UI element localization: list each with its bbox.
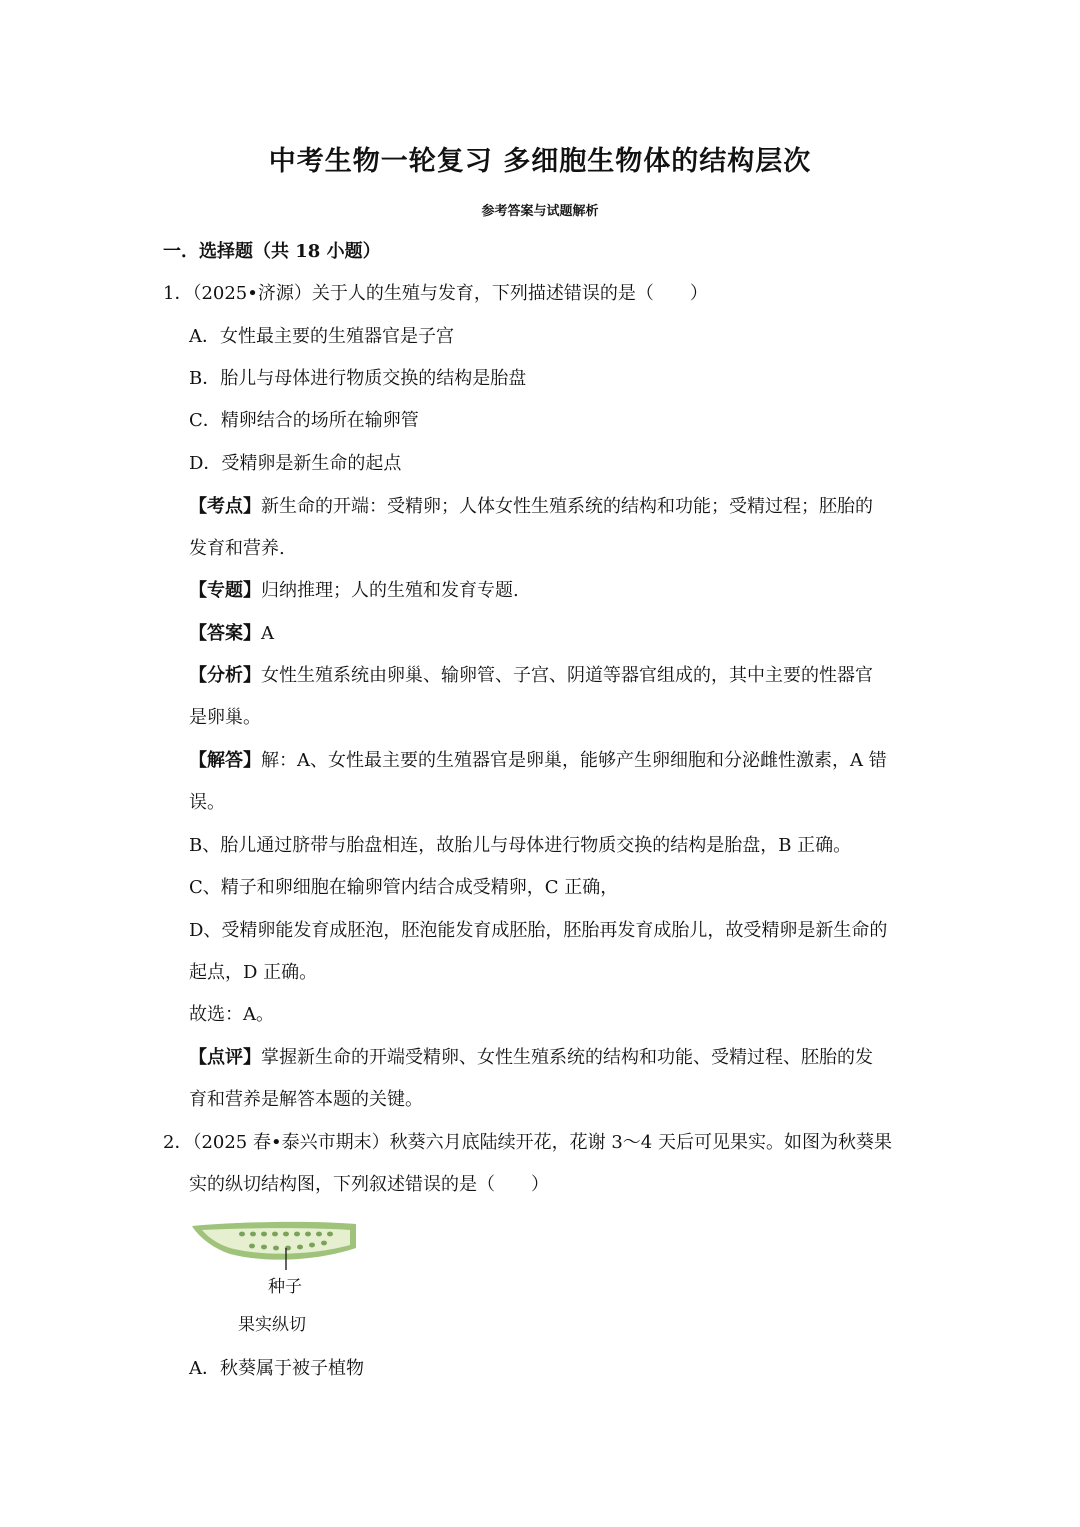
dianping-tag: 【点评】	[189, 1047, 261, 1068]
dianping-line-2: 育和营养是解答本题的关键。	[189, 1089, 423, 1110]
jieda-line-c: C、精子和卵细胞在输卵管内结合成受精卵，C 正确，	[189, 877, 619, 898]
okra-figure	[190, 1218, 358, 1336]
jieda-line-d2: 起点，D 正确。	[189, 962, 318, 983]
zhuanti-tag: 【专题】	[189, 580, 261, 601]
daan-tag: 【答案】	[189, 623, 261, 644]
fenxi-tag: 【分析】	[189, 665, 261, 686]
question-1-option-a: A．女性最主要的生殖器官是子宫	[189, 326, 454, 347]
figure-label-seed: 种子	[268, 1277, 302, 1297]
fenxi-line-2: 是卵巢。	[189, 707, 261, 728]
jieda-line-b: B、胎儿通过脐带与胎盘相连，故胎儿与母体进行物质交换的结构是胎盘，B 正确。	[189, 835, 852, 856]
fenxi-text: 女性生殖系统由卵巢、输卵管、子宫、阴道等器官组成的，其中主要的性器官	[261, 665, 873, 686]
page-title: 中考生物一轮复习 多细胞生物体的结构层次	[268, 146, 812, 177]
zhuanti-line	[189, 580, 519, 602]
dianping-line-1	[189, 1047, 873, 1069]
jieda-line-2: 误。	[189, 792, 225, 813]
jieda-line-1	[189, 750, 887, 772]
question-1-option-d: D．受精卵是新生命的起点	[189, 453, 402, 474]
question-2-option-a: A．秋葵属于被子植物	[189, 1358, 364, 1379]
section-heading: 一．选择题（共 18 小题）	[163, 241, 381, 262]
fenxi-line-1	[189, 665, 873, 687]
kaodian-line-2: 发育和营养.	[189, 538, 285, 559]
question-1-option-c: C．精卵结合的场所在输卵管	[189, 410, 419, 431]
jieda-text: 解：A、女性最主要的生殖器官是卵巢，能够产生卵细胞和分泌雌性激素，A 错	[261, 750, 887, 771]
zhuanti-text: 归纳推理；人的生殖和发育专题.	[261, 580, 519, 601]
question-1-option-b: B．胎儿与母体进行物质交换的结构是胎盘	[189, 368, 527, 389]
jieda-line-d1: D、受精卵能发育成胚泡，胚泡能发育成胚胎，胚胎再发育成胎儿，故受精卵是新生命的	[189, 920, 888, 941]
kaodian-tag: 【考点】	[189, 496, 261, 517]
figure-caption: 果实纵切	[238, 1315, 306, 1335]
guxuan-line: 故选：A。	[189, 1004, 274, 1025]
page-subtitle: 参考答案与试题解析	[481, 204, 599, 219]
jieda-tag: 【解答】	[189, 750, 261, 771]
kaodian-line-1	[189, 496, 873, 518]
kaodian-text: 新生命的开端：受精卵；人体女性生殖系统的结构和功能；受精过程；胚胎的	[261, 496, 873, 517]
question-2-stem-line-1: 2．（2025 春•泰兴市期末）秋葵六月底陆续开花，花谢 3～4 天后可见果实。如图为秋葵果	[163, 1132, 892, 1153]
question-1-stem: 1．（2025•济源）关于人的生殖与发育，下列描述错误的是（ ）	[163, 283, 708, 304]
question-2-stem-line-2: 实的纵切结构图，下列叙述错误的是（ ）	[189, 1174, 549, 1195]
dianping-text: 掌握新生命的开端受精卵、女性生殖系统的结构和功能、受精过程、胚胎的发	[261, 1047, 873, 1068]
daan-text: A	[261, 623, 274, 644]
daan-line	[189, 623, 274, 645]
